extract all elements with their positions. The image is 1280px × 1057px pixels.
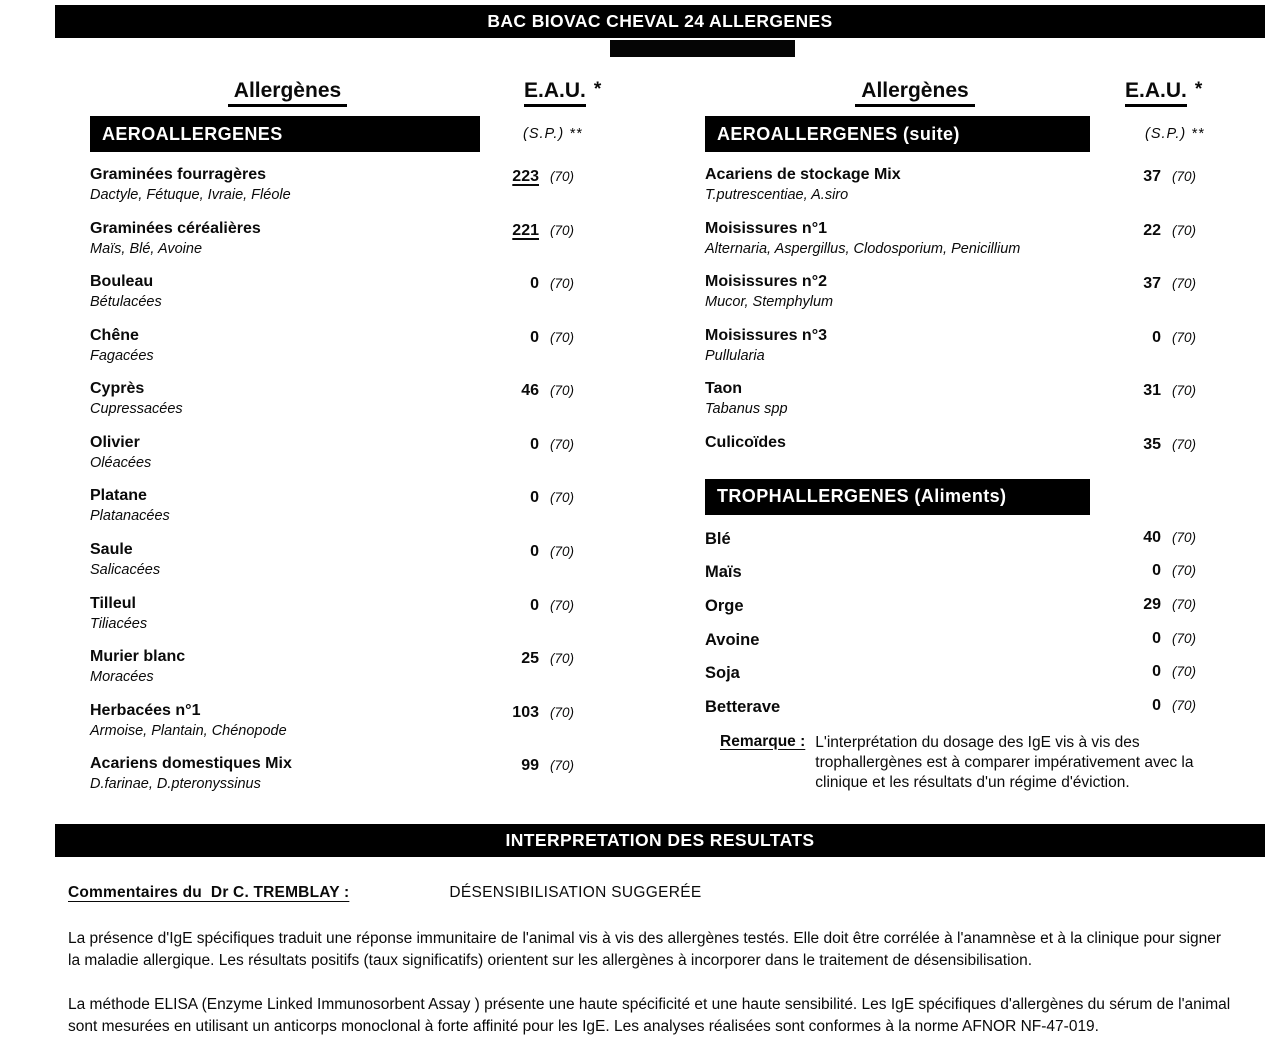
trophallergens-rows [705,529,1267,718]
allergen-ref: (70) [1172,169,1197,184]
allergen-value: 0 [530,328,539,346]
allergen-name: Bouleau [90,273,154,291]
allergen-ref: (70) [1172,664,1197,680]
allergen-ref: (70) [550,436,575,452]
interpretation-bar-title: INTERPRETATION DES RESULTATS [505,829,815,850]
comments-row [68,884,1280,902]
table-row [65,701,660,742]
allergen-species: Fagacées [90,347,154,364]
allergen-value: 103 [512,703,539,721]
allergen-value: 223 [512,168,539,185]
allergen-species: Bétulacées [90,294,162,311]
allergen-name: Moisissures n°1 [705,219,827,237]
table-row [705,379,1267,420]
table-row [705,562,1267,583]
allergen-value: 37 [1143,168,1161,185]
allergen-name: Maïs [705,563,742,582]
right-column-header [705,73,1267,107]
table-row [705,596,1267,617]
allergen-ref: (70) [1172,276,1197,292]
allergen-name: Herbacées n°1 [90,701,201,719]
table-row [65,594,660,635]
left-column [65,73,660,808]
table-row [705,433,1267,454]
table-row [65,433,660,474]
allergen-value: 31 [1143,382,1161,400]
aeroallergens-section-header [65,116,660,152]
table-row [65,379,660,420]
allergen-value: 99 [521,757,539,775]
allergen-ref: (70) [1172,222,1197,238]
allergen-ref: (70) [1172,529,1197,545]
allergen-name: Saule [90,540,133,558]
sp-label: (S.P.) [1145,126,1187,142]
allergen-name: Orge [705,597,744,616]
allergen-name: Chêne [90,326,139,344]
left-column-header [65,73,660,107]
table-row [65,486,660,527]
allergen-species: Pullularia [705,347,765,364]
allergen-ref: (70) [1172,597,1197,613]
table-row [65,272,660,313]
allergen-ref: (70) [550,543,575,559]
allergen-ref: (70) [550,597,575,613]
allergen-name: Acariens domestiques Mix [90,755,292,773]
eau-column-label: E.A.U. [1125,79,1187,107]
allergen-name: Platane [90,487,147,505]
table-row [65,165,660,206]
interpretation-paragraph-1: La présence d'IgE spécifiques traduit une réponse immunitaire de l'animal vis à vis des allergènes testés. Elle doit être corrélée à l'anamnèse et à la clinique pour signer la maladie allergique. Les résultats positifs (taux significatifs) orientent sur les allergènes à incorporer dans le traitement de désensibilisation. [68,929,1222,969]
allergen-species: Tabanus spp [705,401,788,418]
remark-block [705,733,1267,794]
allergen-species: Maïs, Blé, Avoine [90,240,203,257]
allergen-name: Betterave [705,697,781,716]
table-row [705,529,1267,550]
remark-text: L'interprétation du dosage des IgE vis à vis des trophallergènes est à comparer impérativement avec la clinique et les résultats d'un régime d'éviction. [815,733,1194,792]
allergen-name: Moisissures n°2 [705,273,827,291]
report-title-bar [55,5,1265,38]
interpretation-bar [55,824,1265,857]
trophallergens-section-title: TROPHALLERGENES (Aliments) [705,479,1090,515]
allergen-species: Cupressacées [90,401,183,418]
allergen-name: Avoine [705,630,760,649]
table-row [65,540,660,581]
table-row [705,326,1267,367]
interpretation-paragraph-2: La méthode ELISA (Enzyme Linked Immunosorbent Assay ) présente une haute spécificité et une haute sensibilité. Les IgE spécifiques d'allergènes du sérum de l'animal sont mesurées en utilisant un anticorps monoclonal à forte affinité pour les IgE. Les analyses réalisées sont conformes à la norme AFNOR NF-47-019. [68,995,1231,1035]
allergen-species: Oléacées [90,454,152,471]
allergen-name: Moisissures n°3 [705,326,827,344]
allergen-name: Culicoïdes [705,433,786,451]
table-row [705,272,1267,313]
allergen-name: Graminées fourragères [90,166,267,183]
allergen-name: Acariens de stockage Mix [705,166,901,183]
table-row [65,754,660,795]
table-row [705,697,1267,718]
allergen-ref: (70) [550,222,575,238]
allergen-name: Taon [705,380,743,398]
report-title: BAC BIOVAC CHEVAL 24 ALLERGENES [487,11,833,31]
comments-label: Commentaires du Dr C. TREMBLAY : [68,883,350,901]
allergen-species: Moracées [90,669,154,686]
sp-label: (S.P.) [523,126,565,142]
allergen-species: Alternaria, Aspergillus, Clodosporium, Penicillium [705,240,1021,257]
allergen-ref: (70) [1172,329,1197,345]
eau-column-label: E.A.U. [524,79,586,107]
allergen-ref: (70) [550,276,575,292]
allergen-ref: (70) [550,329,575,345]
allergen-species: Mucor, Stemphylum [705,294,834,311]
allergen-species: Armoise, Plantain, Chénopode [90,722,287,739]
allergen-value: 0 [1152,328,1161,346]
allergen-value: 29 [1143,596,1161,614]
table-row [705,663,1267,684]
table-row [65,326,660,367]
sp-asterisk: ** [1191,126,1205,142]
right-column [705,73,1267,808]
allergen-value: 0 [1152,663,1161,681]
allergen-value: 22 [1143,221,1161,239]
allergen-value: 46 [521,382,539,400]
allergen-ref: (70) [550,651,575,667]
allergen-value: 35 [1143,435,1161,453]
allergen-species: T.putrescentiae, A.siro [705,187,849,203]
eau-asterisk: * [1194,79,1203,100]
allergen-value: 0 [530,542,539,560]
allergen-ref: (70) [550,758,575,774]
aeroallergens-suite-section-title: AEROALLERGENES (suite) [705,116,1090,152]
allergen-ref: (70) [550,383,575,399]
allergen-species: Dactyle, Fétuque, Ivraie, Fléole [90,187,291,203]
conclusion-text: DÉSENSIBILISATION SUGGERÉE [449,883,702,901]
allergen-ref: (70) [1172,563,1197,579]
eau-asterisk: * [593,79,602,100]
allergen-ref: (70) [1172,436,1197,452]
aeroallergens-rows [65,165,660,795]
remark-label: Remarque : [720,732,806,750]
allergen-value: 221 [512,221,539,239]
allergen-name: Graminées céréalières [90,219,261,237]
allergen-value: 0 [530,596,539,614]
table-row [65,219,660,260]
allergen-ref: (70) [550,490,575,506]
redacted-box [610,40,795,57]
trophallergens-section-header [705,479,1267,515]
table-row [705,219,1267,260]
allergen-value: 0 [1152,629,1161,647]
table-row [705,165,1267,206]
allergen-value: 40 [1143,528,1161,546]
allergen-ref: (70) [1172,630,1197,646]
table-row [65,647,660,688]
allergen-ref: (70) [1172,383,1197,399]
allergen-species: D.farinae, D.pteronyssinus [90,776,261,793]
allergen-ref: (70) [550,169,575,184]
results-columns [0,73,1280,808]
table-row [705,630,1267,651]
allergen-ref: (70) [1172,697,1197,713]
allergen-species: Tiliacées [90,615,148,632]
allergen-name: Murier blanc [90,648,186,666]
allergen-value: 0 [1152,562,1161,580]
allergens-column-label: Allergènes [228,79,347,107]
allergen-species: Salicacées [90,561,161,578]
allergen-name: Cyprès [90,380,145,398]
allergen-value: 0 [530,489,539,507]
allergen-value: 0 [530,435,539,453]
sp-asterisk: ** [569,126,583,142]
allergen-species: Platanacées [90,508,170,525]
allergens-column-label: Allergènes [855,79,974,107]
allergen-ref: (70) [550,704,575,720]
allergen-name: Blé [705,529,731,548]
allergen-name: Olivier [90,433,140,451]
allergen-name: Soja [705,664,740,683]
allergen-value: 37 [1143,275,1161,293]
aeroallergens-section-title: AEROALLERGENES [90,116,480,152]
allergen-name: Tilleul [90,594,136,612]
allergen-value: 0 [530,275,539,293]
aeroallergens-suite-section-header [705,116,1267,152]
allergen-value: 25 [521,650,539,668]
allergen-value: 0 [1152,696,1161,714]
aeroallergens-suite-rows [705,165,1267,454]
